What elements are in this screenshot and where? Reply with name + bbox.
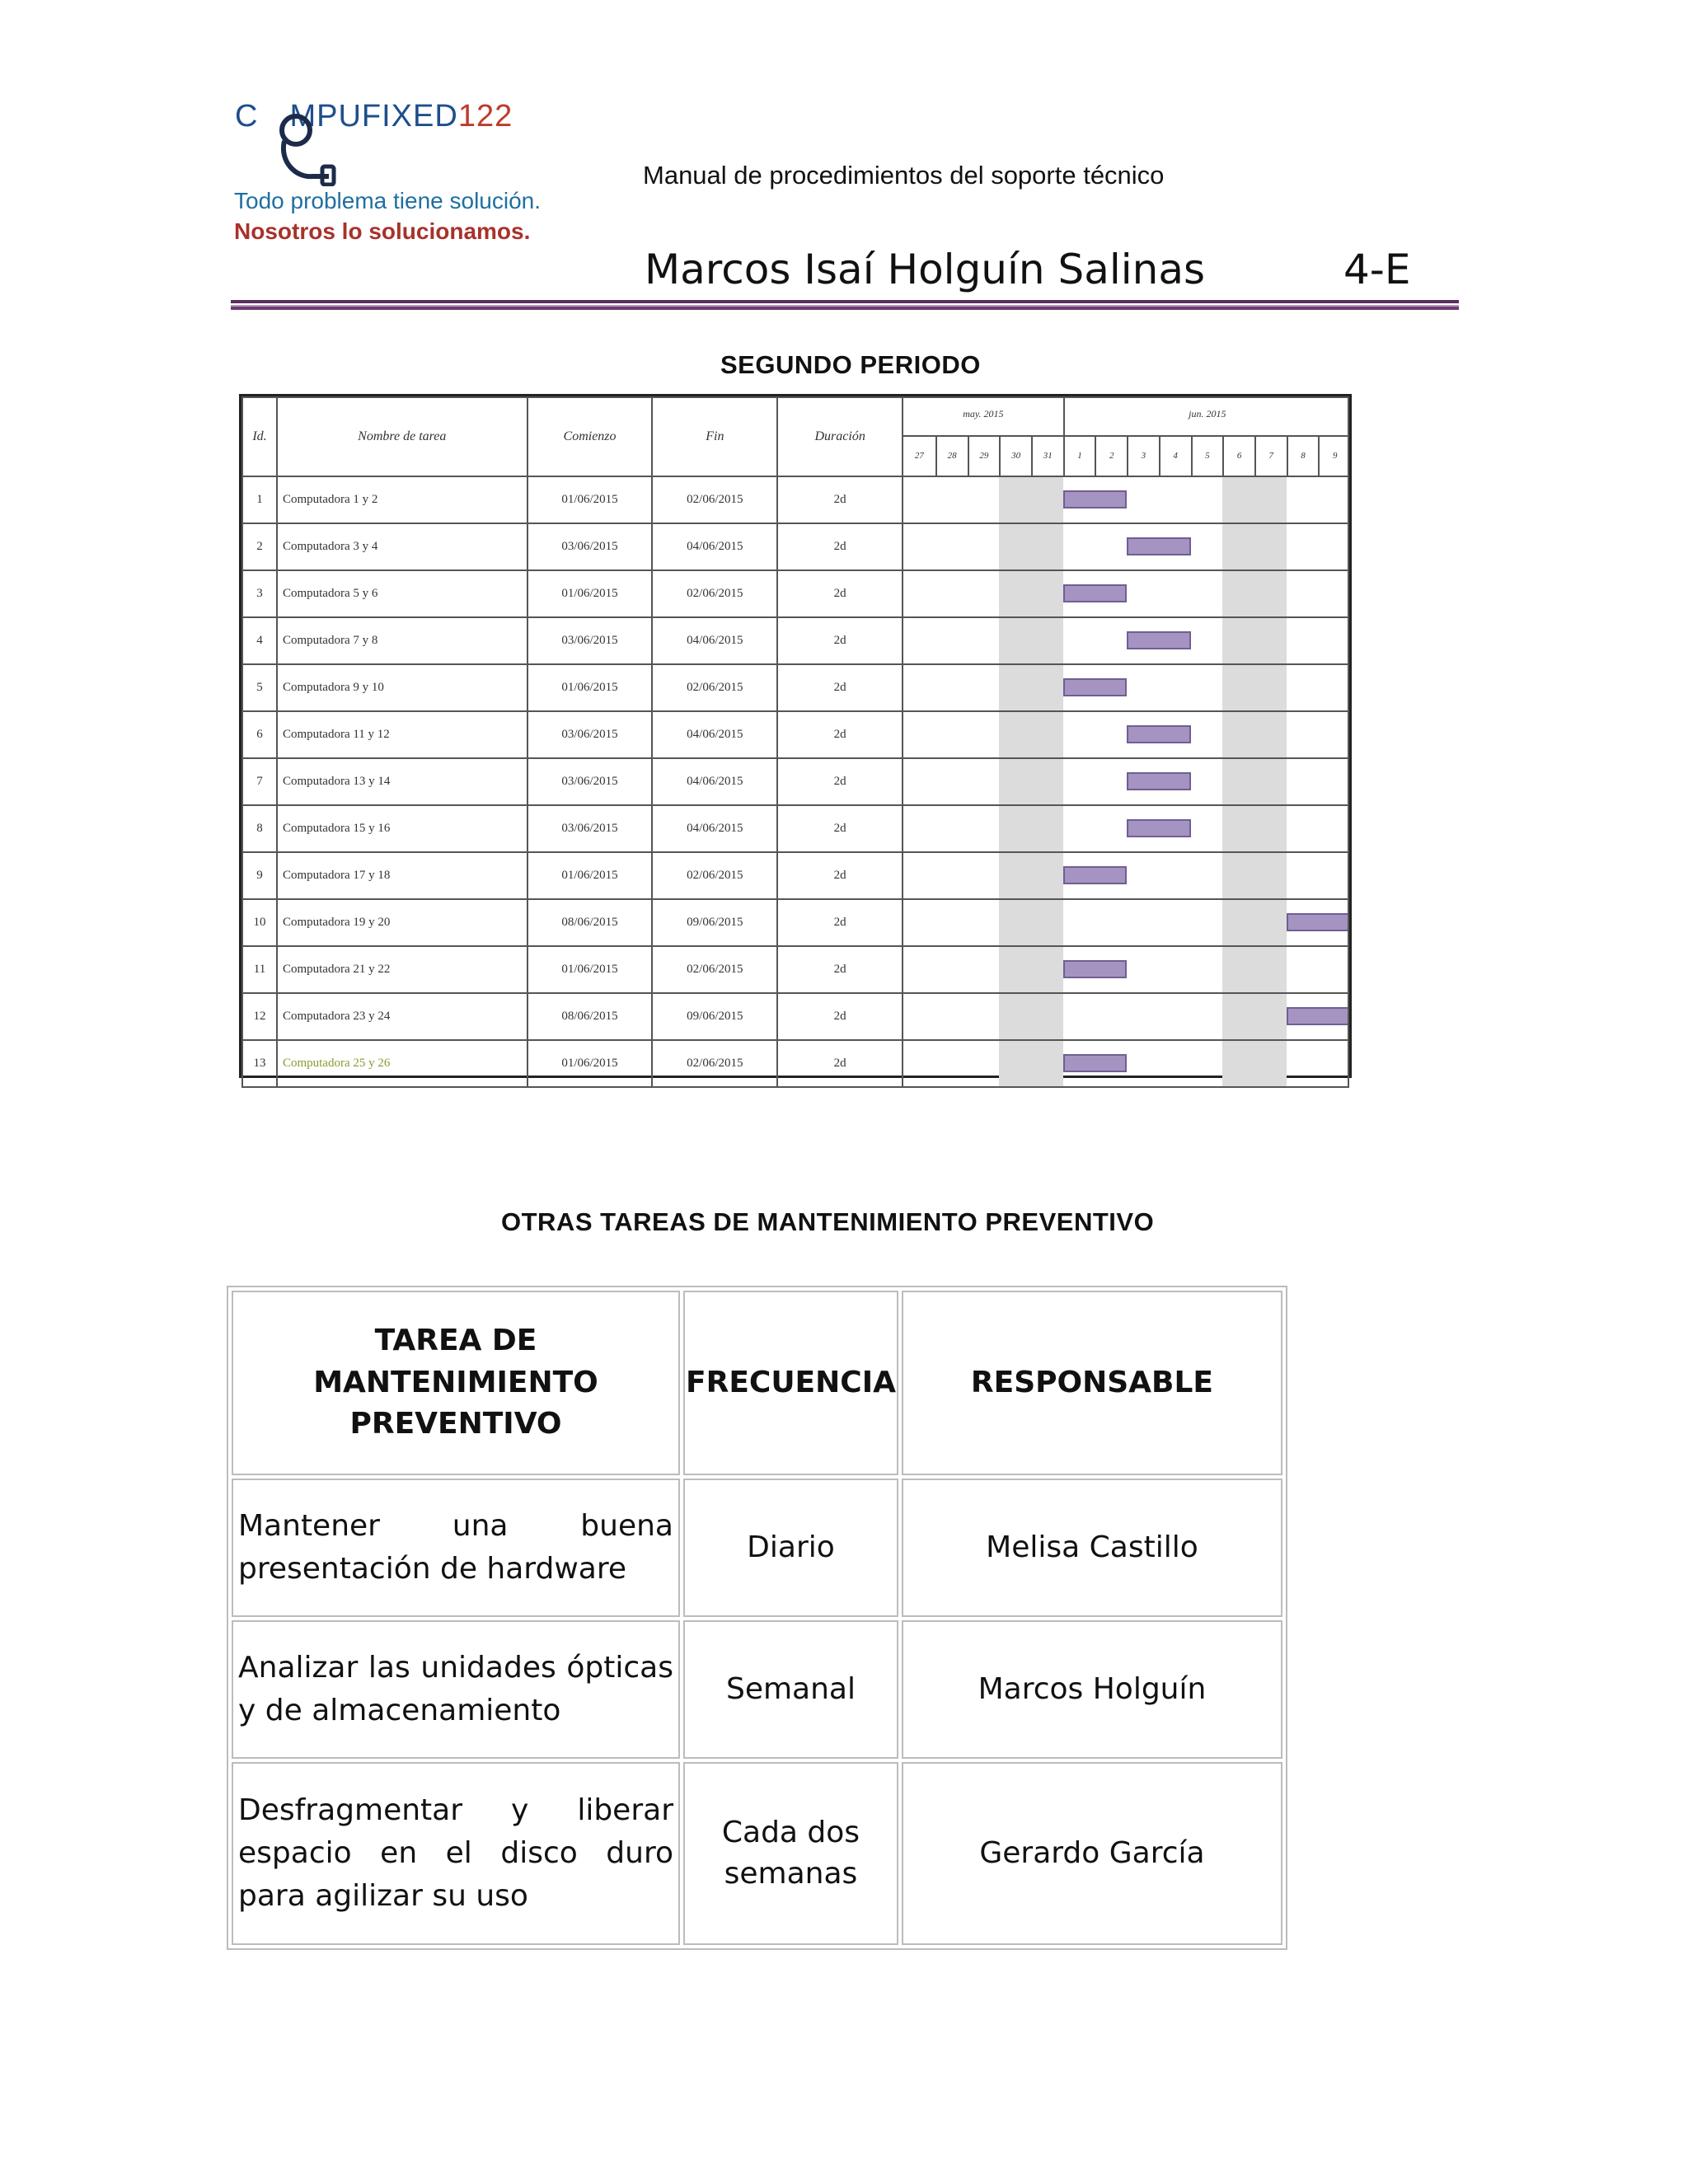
task-start-date: 01/06/2015 xyxy=(528,476,653,523)
task-end-date: 02/06/2015 xyxy=(652,946,777,993)
logo-number: 122 xyxy=(457,99,513,134)
weekend-shade xyxy=(999,524,1031,569)
timeline-day-label: 5 xyxy=(1191,437,1223,476)
stethoscope-icon xyxy=(246,112,337,186)
weekend-shade xyxy=(1222,712,1254,757)
task-duration: 2d xyxy=(777,899,903,946)
task-cell: Desfragmentar y liberar espacio en el disco duro para agilizar su uso xyxy=(232,1762,680,1945)
logo-wordmark: MPUFIXED xyxy=(289,99,458,134)
gantt-col-end: Fin xyxy=(652,397,777,476)
task-id: 6 xyxy=(242,711,277,758)
weekend-shade xyxy=(1222,759,1254,804)
gantt-bar xyxy=(1287,1007,1348,1025)
task-end-date: 02/06/2015 xyxy=(652,852,777,899)
timeline-day-label: 7 xyxy=(1254,437,1287,476)
task-id: 9 xyxy=(242,852,277,899)
weekend-shade xyxy=(1222,524,1254,569)
task-start-date: 01/06/2015 xyxy=(528,946,653,993)
gantt-bar xyxy=(1287,913,1348,931)
task-duration: 2d xyxy=(777,758,903,805)
gantt-col-duration: Duración xyxy=(777,397,903,476)
task-name: Computadora 9 y 10 xyxy=(277,664,528,711)
task-timeline xyxy=(903,664,1348,711)
task-id: 13 xyxy=(242,1040,277,1087)
weekend-shade xyxy=(1254,994,1287,1039)
weekend-shade xyxy=(1031,665,1063,710)
task-end-date: 02/06/2015 xyxy=(652,664,777,711)
frequency-cell xyxy=(683,1762,898,1945)
weekend-shade xyxy=(1031,712,1063,757)
gantt-task-row xyxy=(242,852,1348,899)
gantt-bar xyxy=(1063,584,1127,602)
task-start-date: 03/06/2015 xyxy=(528,758,653,805)
task-duration: 2d xyxy=(777,664,903,711)
gantt-table xyxy=(241,396,1349,1088)
gantt-bar xyxy=(1127,631,1190,649)
header-divider xyxy=(231,300,1459,310)
frequency-text: Cada dos semanas xyxy=(721,1815,860,1891)
weekend-shade xyxy=(999,665,1031,710)
task-timeline xyxy=(903,993,1348,1040)
task-timeline xyxy=(903,523,1348,570)
timeline-day-label: 9 xyxy=(1318,437,1348,476)
weekend-shade xyxy=(1254,806,1287,851)
task-duration: 2d xyxy=(777,617,903,664)
weekend-shade xyxy=(1254,900,1287,945)
task-timeline xyxy=(903,1040,1348,1087)
task-name: Computadora 11 y 12 xyxy=(277,711,528,758)
manual-title: Manual de procedimientos del soporte técnico xyxy=(643,161,1165,190)
gantt-bar xyxy=(1063,1054,1127,1072)
task-timeline xyxy=(903,852,1348,899)
logo-tagline: Todo problema tiene solución. xyxy=(234,188,542,213)
other-tasks-title: OTRAS TAREAS DE MANTENIMIENTO PREVENTIVO xyxy=(501,1207,1155,1236)
maintenance-header-row xyxy=(232,1291,1282,1475)
task-duration: 2d xyxy=(777,805,903,852)
task-id: 11 xyxy=(242,946,277,993)
task-timeline xyxy=(903,711,1348,758)
group-code: 4-E xyxy=(1343,246,1411,293)
task-start-date: 03/06/2015 xyxy=(528,617,653,664)
task-end-date: 04/06/2015 xyxy=(652,805,777,852)
task-timeline xyxy=(903,476,1348,523)
weekend-shade xyxy=(1222,571,1254,616)
gantt-task-row xyxy=(242,711,1348,758)
weekend-shade xyxy=(1031,1041,1063,1086)
task-duration: 2d xyxy=(777,946,903,993)
weekend-shade xyxy=(1222,947,1254,992)
frequency-cell: Diario xyxy=(683,1479,898,1617)
gantt-task-row xyxy=(242,617,1348,664)
task-duration: 2d xyxy=(777,1040,903,1087)
table-row xyxy=(232,1762,1282,1945)
task-start-date: 01/06/2015 xyxy=(528,852,653,899)
weekend-shade xyxy=(1222,618,1254,663)
gantt-chart xyxy=(239,394,1352,1078)
weekend-shade xyxy=(1254,759,1287,804)
task-end-date: 09/06/2015 xyxy=(652,993,777,1040)
col-frequency-header: FRECUENCIA xyxy=(683,1291,898,1475)
timeline-month-label: jun. 2015 xyxy=(1063,398,1348,437)
responsible-cell: Gerardo García xyxy=(902,1762,1282,1945)
task-timeline xyxy=(903,805,1348,852)
task-timeline xyxy=(903,899,1348,946)
task-name: Computadora 3 y 4 xyxy=(277,523,528,570)
weekend-shade xyxy=(1222,1041,1254,1086)
task-end-date: 02/06/2015 xyxy=(652,476,777,523)
task-name: Computadora 25 y 26 xyxy=(277,1040,528,1087)
weekend-shade xyxy=(1254,665,1287,710)
weekend-shade xyxy=(1031,806,1063,851)
gantt-task-row xyxy=(242,899,1348,946)
weekend-shade xyxy=(999,571,1031,616)
weekend-shade xyxy=(999,853,1031,898)
gantt-bar xyxy=(1063,678,1127,696)
task-start-date: 03/06/2015 xyxy=(528,523,653,570)
col-task-header xyxy=(232,1291,680,1475)
author-name: Marcos Isaí Holguín Salinas xyxy=(645,246,1206,293)
task-end-date: 02/06/2015 xyxy=(652,1040,777,1087)
gantt-task-row xyxy=(242,476,1348,523)
weekend-shade xyxy=(1031,994,1063,1039)
task-name: Computadora 21 y 22 xyxy=(277,946,528,993)
gantt-task-row xyxy=(242,805,1348,852)
weekend-shade xyxy=(999,477,1031,523)
gantt-bar xyxy=(1063,490,1127,509)
gantt-timeline-header xyxy=(903,397,1348,476)
gantt-task-row xyxy=(242,523,1348,570)
task-name: Computadora 1 y 2 xyxy=(277,476,528,523)
task-id: 1 xyxy=(242,476,277,523)
timeline-day-label: 31 xyxy=(1031,437,1063,476)
task-timeline xyxy=(903,758,1348,805)
gantt-bar xyxy=(1127,537,1190,555)
weekend-shade xyxy=(1222,477,1254,523)
task-start-date: 03/06/2015 xyxy=(528,805,653,852)
period-title: SEGUNDO PERIODO xyxy=(720,350,981,379)
weekend-shade xyxy=(999,712,1031,757)
task-id: 8 xyxy=(242,805,277,852)
gantt-task-row xyxy=(242,946,1348,993)
table-row xyxy=(232,1479,1282,1617)
weekend-shade xyxy=(1222,853,1254,898)
task-end-date: 04/06/2015 xyxy=(652,617,777,664)
col-responsible-header: RESPONSABLE xyxy=(902,1291,1282,1475)
timeline-day-label: 30 xyxy=(999,437,1031,476)
task-duration: 2d xyxy=(777,852,903,899)
gantt-bar xyxy=(1127,725,1190,743)
task-start-date: 08/06/2015 xyxy=(528,993,653,1040)
task-name: Computadora 19 y 20 xyxy=(277,899,528,946)
task-start-date: 01/06/2015 xyxy=(528,664,653,711)
responsible-cell: Marcos Holguín xyxy=(902,1620,1282,1759)
task-duration: 2d xyxy=(777,993,903,1040)
weekend-shade xyxy=(1254,712,1287,757)
weekend-shade xyxy=(999,947,1031,992)
weekend-shade xyxy=(1254,947,1287,992)
task-name: Computadora 5 y 6 xyxy=(277,570,528,617)
task-cell: Analizar las unidades ópticas y de almacenamiento xyxy=(232,1620,680,1759)
gantt-task-row xyxy=(242,664,1348,711)
task-start-date: 03/06/2015 xyxy=(528,711,653,758)
task-end-date: 02/06/2015 xyxy=(652,570,777,617)
timeline-day-label: 8 xyxy=(1287,437,1319,476)
task-name: Computadora 13 y 14 xyxy=(277,758,528,805)
task-start-date: 08/06/2015 xyxy=(528,899,653,946)
weekend-shade xyxy=(1031,853,1063,898)
weekend-shade xyxy=(1031,571,1063,616)
task-end-date: 04/06/2015 xyxy=(652,523,777,570)
task-duration: 2d xyxy=(777,570,903,617)
task-id: 3 xyxy=(242,570,277,617)
timeline-day-label: 1 xyxy=(1063,437,1095,476)
task-duration: 2d xyxy=(777,476,903,523)
weekend-shade xyxy=(999,806,1031,851)
timeline-day-label: 2 xyxy=(1095,437,1127,476)
timeline-day-label: 28 xyxy=(935,437,968,476)
gantt-task-row xyxy=(242,758,1348,805)
gantt-bar xyxy=(1063,866,1127,884)
weekend-shade xyxy=(1031,524,1063,569)
task-duration: 2d xyxy=(777,711,903,758)
task-end-date: 04/06/2015 xyxy=(652,711,777,758)
weekend-shade xyxy=(1031,477,1063,523)
gantt-task-row xyxy=(242,570,1348,617)
timeline-day-label: 27 xyxy=(914,451,924,461)
weekend-shade xyxy=(1031,618,1063,663)
weekend-shade xyxy=(1254,524,1287,569)
weekend-shade xyxy=(1031,759,1063,804)
weekend-shade xyxy=(999,618,1031,663)
task-timeline xyxy=(903,617,1348,664)
weekend-shade xyxy=(1254,618,1287,663)
task-cell: Mantener una buena presentación de hardware xyxy=(232,1479,680,1617)
logo-letter-c: C xyxy=(235,99,259,134)
weekend-shade xyxy=(1254,853,1287,898)
task-name: Computadora 15 y 16 xyxy=(277,805,528,852)
weekend-shade xyxy=(1254,1041,1287,1086)
task-id: 2 xyxy=(242,523,277,570)
task-name: Computadora 7 y 8 xyxy=(277,617,528,664)
weekend-shade xyxy=(999,1041,1031,1086)
gantt-bar xyxy=(1063,960,1127,978)
task-name: Computadora 17 y 18 xyxy=(277,852,528,899)
gantt-header-row xyxy=(242,397,1348,476)
weekend-shade xyxy=(1222,806,1254,851)
gantt-bar xyxy=(1127,772,1190,790)
timeline-day-label: 4 xyxy=(1159,437,1191,476)
weekend-shade xyxy=(1254,571,1287,616)
task-end-date: 04/06/2015 xyxy=(652,758,777,805)
task-duration: 2d xyxy=(777,523,903,570)
gantt-col-name: Nombre de tarea xyxy=(277,397,528,476)
weekend-shade xyxy=(1222,900,1254,945)
timeline-day-label: 3 xyxy=(1127,437,1159,476)
gantt-col-start: Comienzo xyxy=(528,397,653,476)
weekend-shade xyxy=(999,900,1031,945)
task-end-date: 09/06/2015 xyxy=(652,899,777,946)
weekend-shade xyxy=(1254,477,1287,523)
frequency-cell: Semanal xyxy=(683,1620,898,1759)
gantt-col-id: Id. xyxy=(242,397,277,476)
task-start-date: 01/06/2015 xyxy=(528,570,653,617)
task-id: 4 xyxy=(242,617,277,664)
timeline-month-label: may. 2015 xyxy=(903,398,1063,437)
task-id: 12 xyxy=(242,993,277,1040)
gantt-bar xyxy=(1127,819,1190,837)
weekend-shade xyxy=(999,759,1031,804)
timeline-day-label: 6 xyxy=(1222,437,1254,476)
logo-tagline-bold: Nosotros lo solucionamos. xyxy=(234,218,531,244)
task-timeline xyxy=(903,570,1348,617)
gantt-task-row xyxy=(242,993,1348,1040)
weekend-shade xyxy=(1031,947,1063,992)
task-timeline xyxy=(903,946,1348,993)
task-id: 7 xyxy=(242,758,277,805)
gantt-task-row xyxy=(242,1040,1348,1087)
col-task-label: TAREA DE MANTENIMIENTO PREVENTIVO xyxy=(313,1324,598,1441)
responsible-cell: Melisa Castillo xyxy=(902,1479,1282,1617)
task-id: 10 xyxy=(242,899,277,946)
task-start-date: 01/06/2015 xyxy=(528,1040,653,1087)
timeline-day-label: 29 xyxy=(968,437,1000,476)
table-row xyxy=(232,1620,1282,1759)
weekend-shade xyxy=(999,994,1031,1039)
weekend-shade xyxy=(1031,900,1063,945)
weekend-shade xyxy=(1222,994,1254,1039)
weekend-shade xyxy=(1222,665,1254,710)
task-id: 5 xyxy=(242,664,277,711)
maintenance-table xyxy=(227,1286,1287,1950)
task-name: Computadora 23 y 24 xyxy=(277,993,528,1040)
